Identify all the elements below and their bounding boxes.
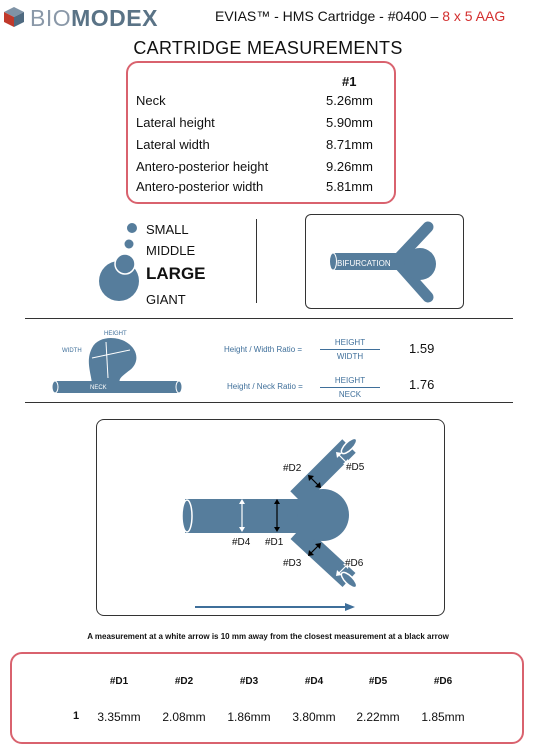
measurement-value: 5.90mm [326,115,373,130]
aneurysm-neck-label: NECK [90,385,107,391]
size-circles-icon [92,217,142,307]
diameter-header: #D4 [304,676,324,687]
height-neck-ratio-label: Height / Neck Ratio = [227,382,303,391]
horizontal-divider [25,318,513,319]
horizontal-divider [25,402,513,403]
bifurcation-diameter-diagram [97,420,444,615]
diameter-value: 3.80mm [292,710,336,724]
measurement-value: 5.26mm [326,93,373,108]
measurement-label: Neck [136,93,166,108]
fraction-numerator: HEIGHT [320,376,380,388]
size-label-middle: MIDDLE [146,243,196,258]
measurement-label: Lateral width [136,137,210,152]
aneurysm-height-label: HEIGHT [104,331,127,337]
height-width-fraction [320,338,380,361]
diameter-header: #D1 [109,676,129,687]
fraction-denominator: WIDTH [336,352,364,361]
header-title-main: EVIAS™ - HMS Cartridge - #0400 – [215,8,443,24]
fraction-denominator: NECK [338,390,362,399]
page-title: CARTRIDGE MEASUREMENTS [133,38,403,58]
measurement-label: Lateral height [136,115,215,130]
label-d6: #D6 [345,558,364,569]
label-d4: #D4 [232,537,251,548]
measurements-column-header: #1 [342,74,357,89]
diameter-header: #D2 [174,676,194,687]
diameter-row-index: 1 [73,710,80,722]
diameter-header: #D6 [433,676,453,687]
height-width-ratio-label: Height / Width Ratio = [224,345,303,354]
vertical-divider [256,219,257,303]
biomodex-logo [2,3,192,29]
fraction-numerator: HEIGHT [320,338,380,350]
size-label-giant: GIANT [146,292,186,307]
label-d2: #D2 [283,463,302,474]
measurement-note: A measurement at a white arrow is 10 mm away from the closest measurement at a black arrow [87,632,449,641]
size-label-small: SMALL [146,222,189,237]
diameter-value: 1.85mm [421,710,465,724]
measurement-value: 9.26mm [326,159,373,174]
aneurysm-width-label: WIDTH [62,348,82,354]
diameter-value: 1.86mm [227,710,271,724]
label-d5: #D5 [346,462,365,473]
height-neck-ratio-value: 1.76 [409,377,435,392]
header-title-accent: 8 x 5 AAG [442,8,506,24]
bifurcation-label: BIFURCATION [337,259,391,268]
diameter-value: 3.35mm [97,710,141,724]
cube-logo-icon [2,5,26,29]
measurement-value: 8.71mm [326,137,373,152]
diameter-header: #D5 [368,676,388,687]
height-width-ratio-value: 1.59 [409,341,435,356]
height-neck-fraction [320,376,380,399]
logo-text-modex: MODEX [71,5,158,31]
measurement-label: Antero-posterior height [136,159,269,174]
measurement-label: Antero-posterior width [136,179,264,194]
logo-text [30,5,158,32]
bifurcation-box [305,214,464,309]
diameter-value: 2.08mm [162,710,206,724]
document-header-title [215,8,505,24]
label-d1: #D1 [265,537,284,548]
measurement-value: 5.81mm [326,179,373,194]
aneurysm-sac-icon [48,330,188,400]
label-d3: #D3 [283,558,302,569]
diameter-header: #D3 [239,676,259,687]
diameters-box [10,652,524,744]
diameter-diagram-box [96,419,445,616]
logo-text-bio: BIO [30,5,72,31]
diameter-value: 2.22mm [356,710,400,724]
size-label-large: LARGE [146,264,206,283]
